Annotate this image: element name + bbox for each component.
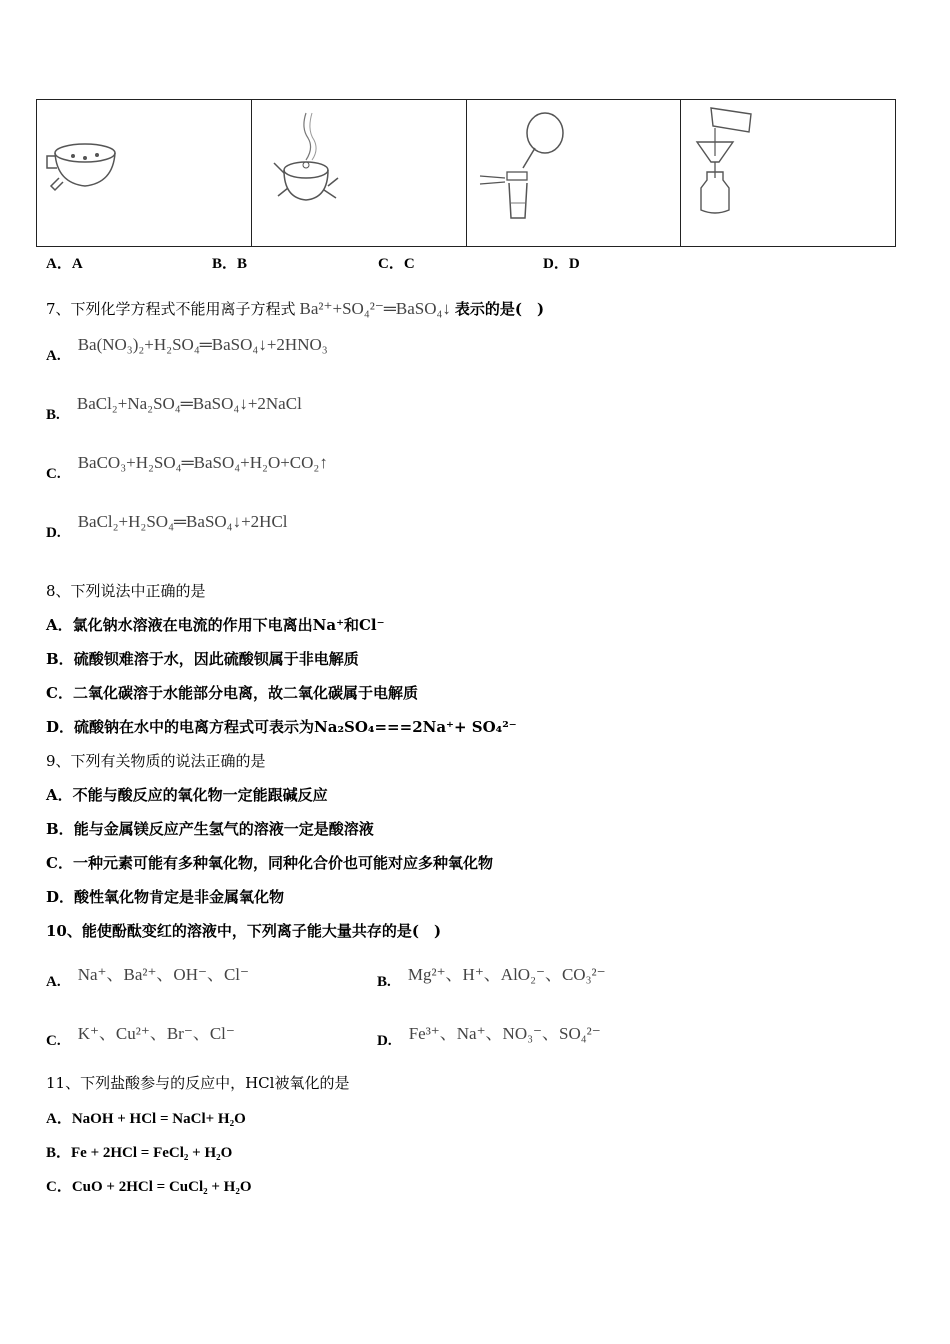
option-equation: BaCl₂+H₂SO₄═BaSO₄↓+2HCl bbox=[77, 512, 288, 531]
question-9-option-a bbox=[46, 784, 328, 805]
apparatus-cell-c bbox=[466, 100, 681, 247]
option-text: NaOH + HCl = NaCl+ H₂O bbox=[71, 1111, 246, 1127]
question-7-stem-after: 表示的是( ) bbox=[454, 300, 545, 318]
heating-crucible-icon bbox=[266, 108, 346, 218]
option-label: A． bbox=[46, 616, 73, 634]
option-label: C． bbox=[46, 1179, 72, 1195]
option-label: D． bbox=[46, 888, 75, 906]
question-8-option-a bbox=[46, 614, 385, 635]
question-11-option-b bbox=[46, 1141, 232, 1162]
option-text: 一种元素可能有多种氧化物，同种化合价也可能对应多种氧化物 bbox=[72, 854, 493, 872]
option-label: D. bbox=[377, 1033, 392, 1049]
question-10-option-d bbox=[377, 1025, 601, 1050]
option-text: 二氧化碳溶于水能部分电离，故二氧化碳属于电解质 bbox=[72, 684, 418, 702]
question-9-stem: 9、下列有关物质的说法正确的是 bbox=[46, 752, 266, 770]
question-11-option-c bbox=[46, 1175, 252, 1196]
apparatus-option-b: B．B bbox=[212, 256, 248, 272]
question-8-option-b bbox=[46, 648, 359, 669]
option-label: C． bbox=[46, 854, 73, 872]
question-11-stem-text: 11、下列盐酸参与的反应中，HCl被氧化的是 bbox=[46, 1074, 350, 1092]
option-equation: BaCO₃+H₂SO₄═BaSO₄+H₂O+CO₂↑ bbox=[77, 453, 328, 472]
apparatus-option-a: A．A bbox=[46, 256, 83, 272]
question-8-stem: 8、下列说法中正确的是 bbox=[46, 582, 206, 600]
option-label: B． bbox=[46, 1145, 72, 1161]
question-10-stem: 10、能使酚酞变红的溶液中，下列离子能大量共存的是( ) bbox=[46, 922, 442, 940]
option-label: C． bbox=[46, 684, 73, 702]
option-ions: K⁺、Cu²⁺、Br⁻、Cl⁻ bbox=[77, 1024, 235, 1043]
dropper-pipette-icon bbox=[475, 108, 585, 233]
evaporating-dish-icon bbox=[45, 138, 125, 208]
option-text: 能与金属镁反应产生氢气的溶液一定是酸溶液 bbox=[73, 820, 374, 838]
option-label: B． bbox=[46, 650, 74, 668]
question-7-ionic-equation: Ba²⁺+SO₄²⁻═BaSO₄↓ bbox=[299, 299, 451, 318]
question-10-option-b bbox=[377, 966, 606, 991]
option-label: A. bbox=[46, 348, 61, 364]
question-7-stem bbox=[46, 298, 544, 319]
apparatus-cell-a bbox=[37, 100, 252, 247]
question-7-option-c bbox=[46, 453, 328, 483]
question-11-stem bbox=[46, 1072, 349, 1093]
option-ions: Na⁺、Ba²⁺、OH⁻、Cl⁻ bbox=[77, 965, 249, 984]
option-label: A. bbox=[46, 974, 61, 990]
option-label: C. bbox=[46, 466, 61, 482]
option-label: B. bbox=[377, 974, 391, 990]
apparatus-option-c: C．C bbox=[378, 256, 415, 272]
apparatus-cell-d bbox=[681, 100, 896, 247]
option-text: Fe + 2HCl = FeCl₂ + H₂O bbox=[71, 1145, 233, 1161]
question-7-option-b bbox=[46, 394, 302, 424]
question-9-option-b bbox=[46, 818, 374, 839]
option-label: A． bbox=[46, 786, 73, 804]
apparatus-cell-b bbox=[251, 100, 466, 247]
option-equation: Ba(NO₃)₂+H₂SO₄═BaSO₄↓+2HNO₃ bbox=[77, 335, 328, 354]
filtering-funnel-icon bbox=[689, 106, 769, 231]
question-9-option-c bbox=[46, 852, 493, 873]
option-ions: Fe³⁺、Na⁺、NO₃⁻、SO₄²⁻ bbox=[408, 1024, 601, 1043]
apparatus-option-d: D．D bbox=[543, 256, 580, 272]
question-7-option-d bbox=[46, 512, 288, 542]
option-text: 硫酸钠在水中的电离方程式可表示为Na₂SO₄===2Na⁺+ SO₄²⁻ bbox=[74, 718, 517, 736]
option-label: D． bbox=[46, 718, 75, 736]
option-text: CuO + 2HCl = CuCl₂ + H₂O bbox=[71, 1179, 252, 1195]
option-label: A． bbox=[46, 1111, 72, 1127]
option-equation: BaCl₂+Na₂SO₄═BaSO₄↓+2NaCl bbox=[76, 394, 302, 413]
option-text: 酸性氧化物肯定是非金属氧化物 bbox=[74, 888, 285, 906]
question-10-option-c bbox=[46, 1025, 235, 1050]
option-label: D. bbox=[46, 525, 61, 541]
option-text: 氯化钠水溶液在电流的作用下电离出Na⁺和Cl⁻ bbox=[72, 616, 385, 634]
question-9-option-d bbox=[46, 886, 284, 907]
question-7-option-a bbox=[46, 335, 328, 365]
question-7-stem-before: 7、下列化学方程式不能用离子方程式 bbox=[46, 300, 296, 318]
apparatus-table bbox=[36, 99, 896, 247]
question-8-option-c bbox=[46, 682, 418, 703]
option-ions: Mg²⁺、H⁺、AlO₂⁻、CO₃²⁻ bbox=[407, 965, 606, 984]
option-label: C. bbox=[46, 1033, 61, 1049]
option-label: B. bbox=[46, 407, 60, 423]
option-label: B． bbox=[46, 820, 74, 838]
option-text: 硫酸钡难溶于水，因此硫酸钡属于非电解质 bbox=[73, 650, 359, 668]
question-8-option-d bbox=[46, 716, 517, 737]
question-11-option-a bbox=[46, 1107, 246, 1128]
question-10-option-a bbox=[46, 966, 249, 991]
option-text: 不能与酸反应的氧化物一定能跟碱反应 bbox=[72, 786, 328, 804]
